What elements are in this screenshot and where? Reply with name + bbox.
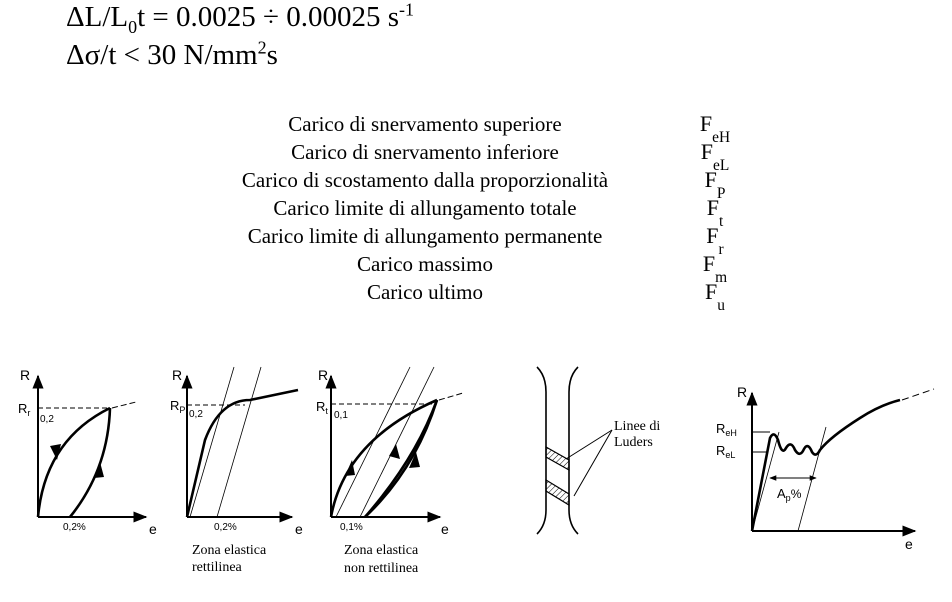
diagram-yield-offset-r [18, 367, 157, 537]
offset-line [217, 367, 261, 517]
stress-rate-formula: Δσ/t < 30 $N/mm^2s$ [66, 37, 278, 71]
y-axis-label: R [172, 367, 183, 383]
load-symbol: $F_r$ [706, 223, 724, 259]
caption-line-2: non rettilinea [344, 561, 419, 576]
x-axis-label: e [441, 521, 449, 537]
load-label: Carico di scostamento dalla proporzionalità [241, 168, 609, 192]
rel-label: $R_{eL}$ [716, 443, 736, 460]
r-level-value: 0,2 [40, 414, 54, 425]
strain-value: 0,2% [63, 522, 86, 533]
curve-extension [439, 393, 463, 400]
x-axis-label: e [905, 536, 913, 552]
luders-band-lower [546, 480, 569, 505]
strain-rate-formula: $\Delta L/L_0t = 0.0025 \div 0.00025$ $s^{-1}$ [66, 0, 414, 37]
load-symbol: $F_{eL}$ [700, 139, 730, 175]
pointer-line [566, 430, 612, 459]
load-label: Carico ultimo [366, 280, 484, 304]
x-axis-label: e [295, 521, 303, 537]
load-symbol: $F_P$ [704, 167, 726, 203]
strain-value: 0,2% [214, 522, 237, 533]
specimen-outline [537, 367, 578, 534]
diagram-total-elongation [316, 367, 463, 576]
r-level-label: $R_r$ [18, 401, 31, 418]
proportional-line [190, 367, 234, 517]
ap-label: $A_p\%$ [777, 486, 802, 503]
load-symbol: $F_m$ [702, 251, 728, 287]
curve-extension [112, 402, 136, 408]
load-label: Carico di snervamento superiore [288, 112, 562, 136]
r-level-label: $R_P$ [170, 398, 186, 415]
caption-line-1: Zona elastica [344, 543, 419, 558]
load-label: Carico limite di allungamento permanente [247, 224, 603, 248]
load-label: Carico limite di allungamento totale [273, 196, 577, 220]
unloading-curve [70, 408, 110, 517]
y-axis-label: R [318, 367, 329, 383]
y-axis-label: R [20, 367, 31, 383]
x-axis-label: e [149, 521, 157, 537]
stress-strain-curve [187, 390, 298, 517]
load-symbol: $F_{eH}$ [699, 111, 731, 147]
diagram-proportional-deviation [170, 367, 303, 575]
reh-label: $R_{eH}$ [716, 421, 737, 438]
load-label: Carico massimo [357, 252, 493, 276]
luders-band-upper [546, 447, 569, 470]
luders-label-line-1: Linee di [614, 419, 661, 434]
curve-extension [902, 389, 934, 400]
load-symbol: $F_t$ [706, 195, 724, 231]
r-level-value: 0,1 [334, 410, 348, 421]
r-level-value: 0,2 [189, 409, 203, 420]
load-symbol: $F_u$ [705, 279, 725, 315]
specimen-luders-bands [537, 367, 660, 534]
stress-strain-curve [752, 400, 900, 531]
strain-value: 0,1% [340, 522, 363, 533]
luders-label-line-2: Luders [614, 435, 653, 450]
load-label: Carico di snervamento inferiore [291, 140, 559, 164]
offset-reference [798, 427, 826, 531]
y-axis-label: R [737, 384, 748, 400]
caption-line-2: rettilinea [192, 560, 242, 575]
r-level-label: $R_t$ [316, 399, 328, 416]
caption-line-1: Zona elastica [192, 543, 267, 558]
diagram-yield-point [716, 384, 934, 552]
pointer-line [574, 430, 612, 496]
